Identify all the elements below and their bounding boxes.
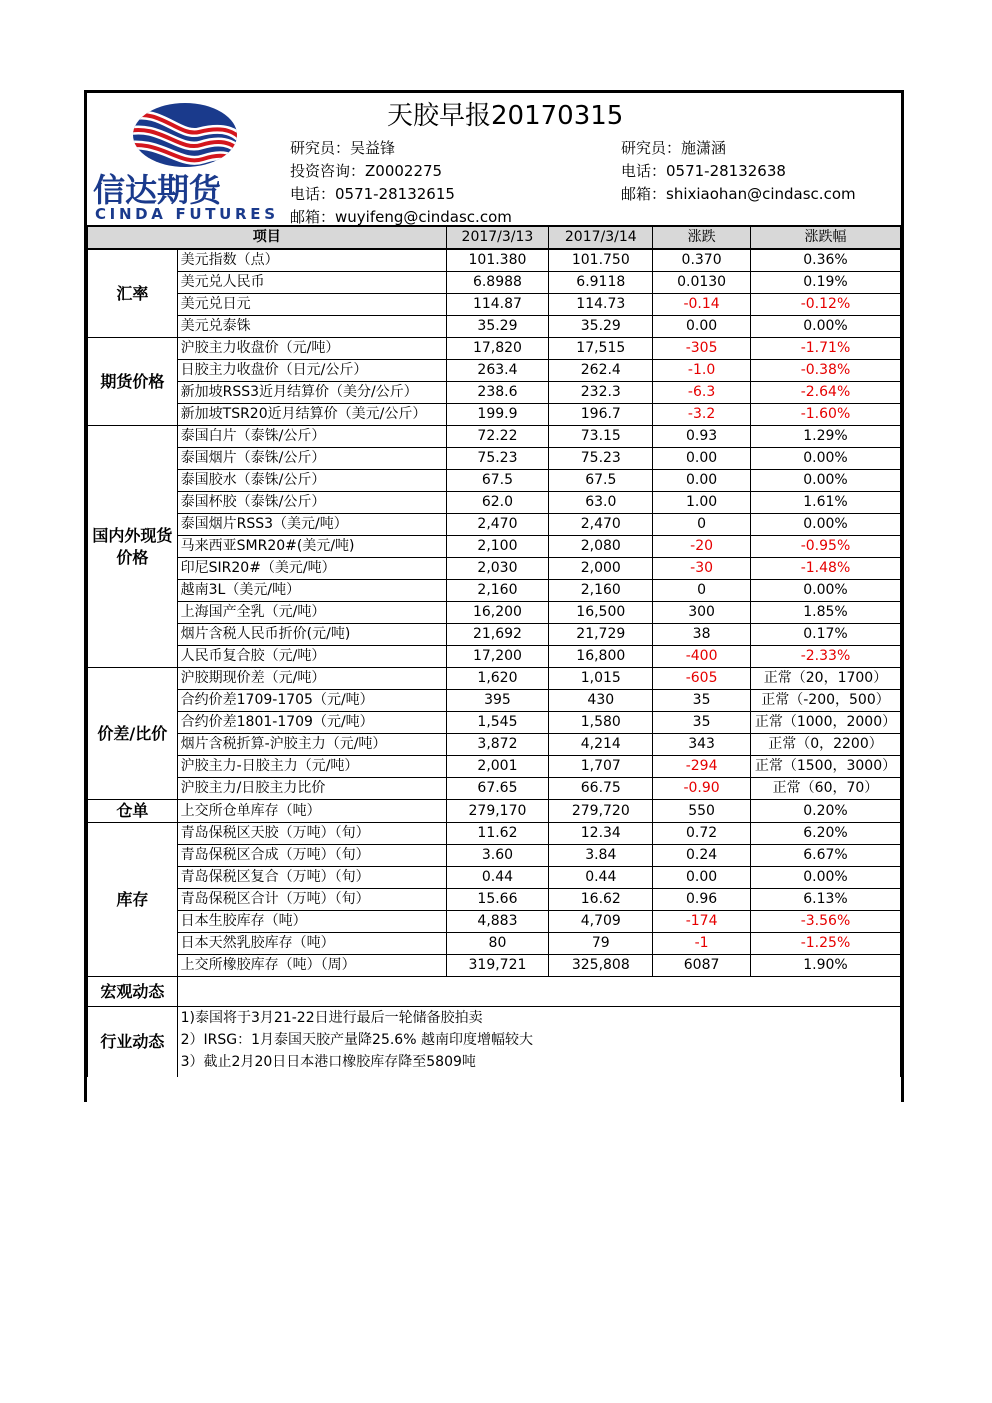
- value-date-1: 67.65: [446, 778, 549, 800]
- change-value: -1: [653, 933, 751, 955]
- value-date-1: 17,200: [446, 646, 549, 668]
- change-pct: 正常（20，1700）: [750, 668, 900, 690]
- change-value: 0.00: [653, 316, 751, 338]
- value-date-1: 4,883: [446, 911, 549, 933]
- item-name: 合约价差1709-1705（元/吨）: [177, 690, 446, 712]
- item-name: 青岛保税区合成（万吨）（旬）: [177, 845, 446, 867]
- value-date-2: 75.23: [549, 448, 653, 470]
- table-row: [88, 690, 901, 712]
- value-date-1: 62.0: [446, 492, 549, 514]
- table-row: [88, 448, 901, 470]
- researcher-2: 研究员：施潇涵: [621, 139, 727, 157]
- value-date-1: 72.22: [446, 426, 549, 448]
- table-row: [88, 668, 901, 690]
- change-value: -294: [653, 756, 751, 778]
- table-row: [88, 382, 901, 404]
- change-value: -305: [653, 338, 751, 360]
- change-pct: 正常（1000，2000）: [750, 712, 900, 734]
- value-date-2: 12.34: [549, 823, 653, 845]
- item-name: 新加坡TSR20近月结算价（美元/公斤）: [177, 404, 446, 426]
- value-date-2: 114.73: [549, 294, 653, 316]
- value-date-1: 199.9: [446, 404, 549, 426]
- value-date-1: 114.87: [446, 294, 549, 316]
- change-value: 0.96: [653, 889, 751, 911]
- table-row: [88, 360, 901, 382]
- value-date-2: 1,707: [549, 756, 653, 778]
- item-name: 泰国杯胶（泰铢/公斤）: [177, 492, 446, 514]
- table-row: [88, 249, 901, 272]
- value-date-1: 35.29: [446, 316, 549, 338]
- change-value: 35: [653, 712, 751, 734]
- value-date-2: 430: [549, 690, 653, 712]
- change-value: -3.2: [653, 404, 751, 426]
- category-cell: 仓单: [88, 800, 178, 823]
- change-value: 0.00: [653, 448, 751, 470]
- value-date-1: 6.8988: [446, 272, 549, 294]
- value-date-1: 1,545: [446, 712, 549, 734]
- industry-category: 行业动态: [88, 1007, 178, 1077]
- table-row: [88, 338, 901, 360]
- change-value: -30: [653, 558, 751, 580]
- value-date-1: 2,100: [446, 536, 549, 558]
- item-name: 美元兑泰铢: [177, 316, 446, 338]
- change-pct: -1.60%: [750, 404, 900, 426]
- change-pct: 正常（1500，3000）: [750, 756, 900, 778]
- value-date-1: 319,721: [446, 955, 549, 977]
- item-name: 青岛保税区天胶（万吨）（旬）: [177, 823, 446, 845]
- value-date-2: 101.750: [549, 249, 653, 272]
- item-name: 日胶主力收盘价（日元/公斤）: [177, 360, 446, 382]
- change-pct: 6.67%: [750, 845, 900, 867]
- header-date-1: 2017/3/13: [446, 226, 549, 249]
- item-name: 青岛保税区合计（万吨）（旬）: [177, 889, 446, 911]
- industry-note-line: 1)泰国将于3月21-22日进行最后一轮储备胶拍卖: [180, 1010, 483, 1026]
- value-date-1: 395: [446, 690, 549, 712]
- table-row: [88, 800, 901, 823]
- cinda-logo-icon: [89, 97, 279, 221]
- change-value: 0: [653, 514, 751, 536]
- table-row: [88, 470, 901, 492]
- macro-category: 宏观动态: [88, 977, 178, 1007]
- item-name: 越南3L（美元/吨）: [177, 580, 446, 602]
- change-pct: -3.56%: [750, 911, 900, 933]
- change-value: 0.0130: [653, 272, 751, 294]
- item-name: 合约价差1801-1709（元/吨）: [177, 712, 446, 734]
- item-name: 沪胶主力/日胶主力比价: [177, 778, 446, 800]
- table-row: [88, 294, 901, 316]
- change-pct: -1.71%: [750, 338, 900, 360]
- change-pct: 0.00%: [750, 580, 900, 602]
- value-date-2: 0.44: [549, 867, 653, 889]
- change-pct: 1.85%: [750, 602, 900, 624]
- table-row: [88, 845, 901, 867]
- item-name: 泰国胶水（泰铢/公斤）: [177, 470, 446, 492]
- table-row: [88, 889, 901, 911]
- change-value: 35: [653, 690, 751, 712]
- email-1: 邮箱：wuyifeng@cindasc.com: [290, 208, 512, 226]
- item-name: 美元兑日元: [177, 294, 446, 316]
- value-date-2: 279,720: [549, 800, 653, 823]
- value-date-2: 2,160: [549, 580, 653, 602]
- change-pct: 1.61%: [750, 492, 900, 514]
- industry-row: [88, 1007, 901, 1077]
- change-value: 0.00: [653, 470, 751, 492]
- change-value: 0.00: [653, 867, 751, 889]
- table-row: [88, 867, 901, 889]
- item-name: 沪胶期现价差（元/吨）: [177, 668, 446, 690]
- value-date-1: 16,200: [446, 602, 549, 624]
- value-date-2: 2,000: [549, 558, 653, 580]
- change-value: -605: [653, 668, 751, 690]
- industry-note-line: 3）截止2月20日日本港口橡胶库存降至5809吨: [180, 1054, 476, 1070]
- item-name: 上海国产全乳（元/吨）: [177, 602, 446, 624]
- change-pct: 0.17%: [750, 624, 900, 646]
- value-date-1: 75.23: [446, 448, 549, 470]
- table-row: [88, 316, 901, 338]
- value-date-2: 21,729: [549, 624, 653, 646]
- table-row: [88, 955, 901, 977]
- item-name: 沪胶主力-日胶主力（元/吨）: [177, 756, 446, 778]
- change-value: 343: [653, 734, 751, 756]
- value-date-2: 232.3: [549, 382, 653, 404]
- value-date-2: 4,214: [549, 734, 653, 756]
- value-date-2: 16,800: [549, 646, 653, 668]
- change-value: -174: [653, 911, 751, 933]
- value-date-2: 73.15: [549, 426, 653, 448]
- industry-note-line: 2）IRSG：1月泰国天胶产量降25.6% 越南印度增幅较大: [180, 1032, 533, 1048]
- item-name: 泰国烟片RSS3（美元/吨）: [177, 514, 446, 536]
- value-date-1: 11.62: [446, 823, 549, 845]
- category-cell: 价差/比价: [88, 668, 178, 800]
- phone-1: 电话：0571-28132615: [290, 185, 455, 203]
- change-pct: 1.29%: [750, 426, 900, 448]
- table-row: [88, 426, 901, 448]
- value-date-2: 325,808: [549, 955, 653, 977]
- macro-text: [177, 977, 900, 1007]
- value-date-1: 101.380: [446, 249, 549, 272]
- item-name: 烟片含税折算-沪胶主力（元/吨）: [177, 734, 446, 756]
- macro-row: [88, 977, 901, 1007]
- change-value: -20: [653, 536, 751, 558]
- change-pct: 正常（60，70）: [750, 778, 900, 800]
- value-date-1: 263.4: [446, 360, 549, 382]
- change-pct: -1.48%: [750, 558, 900, 580]
- category-cell: 国内外现货价格: [88, 426, 178, 668]
- item-name: 美元兑人民币: [177, 272, 446, 294]
- change-pct: -0.95%: [750, 536, 900, 558]
- item-name: 日本天然乳胶库存（吨）: [177, 933, 446, 955]
- email-2: 邮箱：shixiaohan@cindasc.com: [621, 185, 856, 203]
- value-date-2: 67.5: [549, 470, 653, 492]
- change-pct: 0.00%: [750, 514, 900, 536]
- value-date-1: 279,170: [446, 800, 549, 823]
- value-date-1: 2,030: [446, 558, 549, 580]
- change-value: -0.14: [653, 294, 751, 316]
- change-pct: 正常（0，2200）: [750, 734, 900, 756]
- category-cell: 汇率: [88, 249, 178, 338]
- item-name: 烟片含税人民币折价(元/吨): [177, 624, 446, 646]
- value-date-2: 2,080: [549, 536, 653, 558]
- value-date-2: 35.29: [549, 316, 653, 338]
- item-name: 上交所橡胶库存（吨）（周）: [177, 955, 446, 977]
- value-date-1: 17,820: [446, 338, 549, 360]
- change-pct: 0.19%: [750, 272, 900, 294]
- table-row: [88, 536, 901, 558]
- item-name: 泰国白片（泰铢/公斤）: [177, 426, 446, 448]
- change-pct: 正常（-200，500）: [750, 690, 900, 712]
- change-pct: 0.20%: [750, 800, 900, 823]
- table-row: [88, 933, 901, 955]
- table-row: [88, 756, 901, 778]
- value-date-1: 2,160: [446, 580, 549, 602]
- value-date-1: 67.5: [446, 470, 549, 492]
- value-date-2: 1,580: [549, 712, 653, 734]
- value-date-1: 80: [446, 933, 549, 955]
- item-name: 泰国烟片（泰铢/公斤）: [177, 448, 446, 470]
- change-value: 550: [653, 800, 751, 823]
- header-item: 项目: [88, 226, 447, 249]
- table-row: [88, 712, 901, 734]
- logo-cn-text: 信达期货: [93, 171, 222, 209]
- industry-notes: [177, 1007, 900, 1077]
- table-row: [88, 580, 901, 602]
- change-value: 0: [653, 580, 751, 602]
- item-name: 印尼SIR20#（美元/吨）: [177, 558, 446, 580]
- table-row: [88, 514, 901, 536]
- investment-license: 投资咨询：Z0002275: [290, 162, 443, 180]
- item-name: 马来西亚SMR20#(美元/吨): [177, 536, 446, 558]
- change-pct: 0.00%: [750, 448, 900, 470]
- value-date-2: 16.62: [549, 889, 653, 911]
- item-name: 上交所仓单库存（吨）: [177, 800, 446, 823]
- logo-en-text: CINDA FUTURES: [95, 205, 275, 221]
- change-pct: 1.90%: [750, 955, 900, 977]
- value-date-1: 3,872: [446, 734, 549, 756]
- table-row: [88, 823, 901, 845]
- table-row: [88, 624, 901, 646]
- value-date-1: 2,470: [446, 514, 549, 536]
- table-row: [88, 558, 901, 580]
- phone-2: 电话：0571-28132638: [621, 162, 786, 180]
- report-title: 天胶早报20170315: [387, 101, 624, 131]
- item-name: 人民币复合胶（元/吨）: [177, 646, 446, 668]
- value-date-2: 262.4: [549, 360, 653, 382]
- change-pct: -1.25%: [750, 933, 900, 955]
- change-pct: 0.00%: [750, 316, 900, 338]
- category-cell: 库存: [88, 823, 178, 977]
- table-row: [88, 602, 901, 624]
- value-date-2: 196.7: [549, 404, 653, 426]
- change-value: 0.72: [653, 823, 751, 845]
- change-value: 38: [653, 624, 751, 646]
- header-change-pct: 涨跌幅: [750, 226, 900, 249]
- header-date-2: 2017/3/14: [549, 226, 653, 249]
- cinda-logo: [89, 97, 279, 221]
- change-pct: -2.64%: [750, 382, 900, 404]
- value-date-1: 15.66: [446, 889, 549, 911]
- change-pct: 6.13%: [750, 889, 900, 911]
- item-name: 新加坡RSS3近月结算价（美分/公斤）: [177, 382, 446, 404]
- value-date-1: 238.6: [446, 382, 549, 404]
- change-pct: 0.36%: [750, 249, 900, 272]
- item-name: 青岛保税区复合（万吨）（旬）: [177, 867, 446, 889]
- value-date-2: 3.84: [549, 845, 653, 867]
- change-pct: -0.38%: [750, 360, 900, 382]
- change-value: 0.93: [653, 426, 751, 448]
- change-value: 1.00: [653, 492, 751, 514]
- table-row: [88, 734, 901, 756]
- value-date-2: 79: [549, 933, 653, 955]
- table-row: [88, 404, 901, 426]
- change-pct: -2.33%: [750, 646, 900, 668]
- item-name: 沪胶主力收盘价（元/吨）: [177, 338, 446, 360]
- value-date-2: 1,015: [549, 668, 653, 690]
- change-pct: 6.20%: [750, 823, 900, 845]
- change-pct: 0.00%: [750, 867, 900, 889]
- value-date-2: 4,709: [549, 911, 653, 933]
- change-pct: 0.00%: [750, 470, 900, 492]
- table-header-row: [88, 226, 901, 249]
- change-value: 6087: [653, 955, 751, 977]
- table-row: [88, 492, 901, 514]
- change-value: 0.24: [653, 845, 751, 867]
- change-value: -6.3: [653, 382, 751, 404]
- value-date-1: 0.44: [446, 867, 549, 889]
- value-date-2: 17,515: [549, 338, 653, 360]
- value-date-1: 3.60: [446, 845, 549, 867]
- value-date-2: 2,470: [549, 514, 653, 536]
- data-table: [87, 225, 901, 1077]
- item-name: 美元指数（点）: [177, 249, 446, 272]
- value-date-1: 1,620: [446, 668, 549, 690]
- researcher-1: 研究员：吴益锋: [290, 139, 396, 157]
- change-value: 300: [653, 602, 751, 624]
- value-date-2: 63.0: [549, 492, 653, 514]
- value-date-2: 16,500: [549, 602, 653, 624]
- report-header: [87, 93, 901, 225]
- change-value: 0.370: [653, 249, 751, 272]
- change-value: -400: [653, 646, 751, 668]
- change-pct: -0.12%: [750, 294, 900, 316]
- change-value: -0.90: [653, 778, 751, 800]
- table-row: [88, 911, 901, 933]
- value-date-1: 2,001: [446, 756, 549, 778]
- table-row: [88, 646, 901, 668]
- report-sheet: [84, 90, 904, 1102]
- value-date-2: 66.75: [549, 778, 653, 800]
- item-name: 日本生胶库存（吨）: [177, 911, 446, 933]
- value-date-1: 21,692: [446, 624, 549, 646]
- change-value: -1.0: [653, 360, 751, 382]
- category-cell: 期货价格: [88, 338, 178, 426]
- table-row: [88, 272, 901, 294]
- header-change: 涨跌: [653, 226, 751, 249]
- value-date-2: 6.9118: [549, 272, 653, 294]
- table-row: [88, 778, 901, 800]
